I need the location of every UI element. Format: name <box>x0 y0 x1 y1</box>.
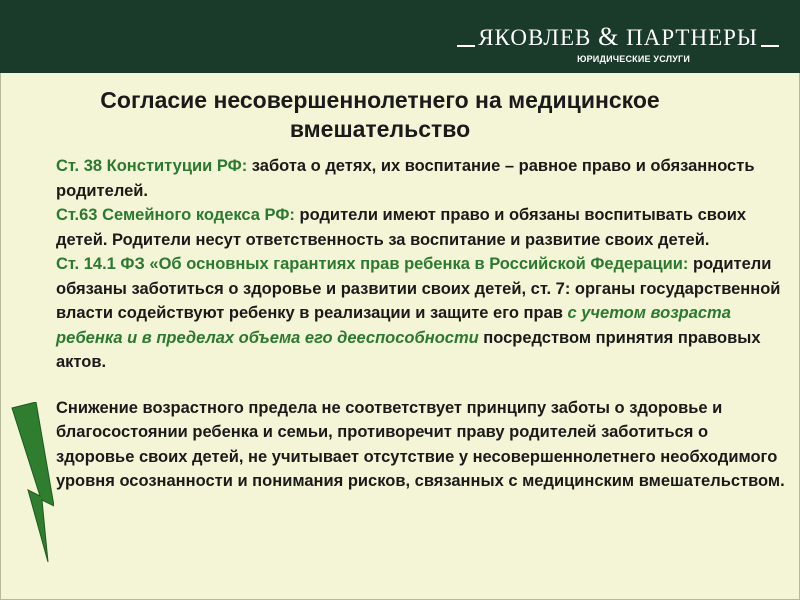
text-federal-law-a: родители обязаны заботиться о здоровье и развитии своих детей, ст. 7: органы государственной власти содействуют ребенку в реализации и защите его прав <box>56 255 781 322</box>
paragraph-family-code <box>56 203 786 252</box>
text-federal-law-b: посредством принятия правовых актов. <box>56 328 761 371</box>
header-bar <box>0 0 800 73</box>
brand-logo <box>454 22 782 52</box>
ref-family-code: Ст.63 Семейного кодекса РФ: <box>56 206 295 224</box>
paragraph-constitution <box>56 154 786 203</box>
text-constitution: забота о детях, их воспитание – равное право и обязанность родителей. <box>56 157 755 200</box>
slide-content <box>56 154 786 494</box>
ref-federal-law: Ст. 14.1 ФЗ «Об основных гарантиях прав ребенка в Российской Федерации: <box>56 255 689 273</box>
text-family-code: родители имеют право и обязаны воспитывать своих детей. Родители несут ответственность за воспитание и развитие своих детей. <box>56 206 747 249</box>
brand-name-left: ЯКОВЛЕВ <box>478 25 592 50</box>
lightning-bolt-icon <box>10 402 54 562</box>
ref-constitution: Ст. 38 Конституции РФ: <box>56 157 248 175</box>
slide-title <box>40 86 720 144</box>
brand-name-right: ПАРТНЕРЫ <box>626 25 758 50</box>
paragraph-conclusion: Снижение возрастного предела не соответствует принципу заботы о здоровье и благосостоянии ребенка и семьи, противоречит праву родителей заботиться о здоровье своих детей, не учитывает отсутствие у несовершеннолетнего необходимого уровня осознанности и понимания рисков, связанных с медицинским вмешательством. <box>56 398 785 490</box>
brand-subtitle: ЮРИДИЧЕСКИЕ УСЛУГИ <box>577 54 690 64</box>
title-line-1: Согласие несовершеннолетнего на медицинское <box>100 87 660 113</box>
title-line-2: вмешательство <box>289 116 471 142</box>
brand-ampersand: & <box>598 22 620 51</box>
paragraph-federal-law <box>56 252 786 375</box>
emphasis-federal-law: с учетом возраста ребенка и в пределах объема его дееспособности <box>56 304 731 347</box>
